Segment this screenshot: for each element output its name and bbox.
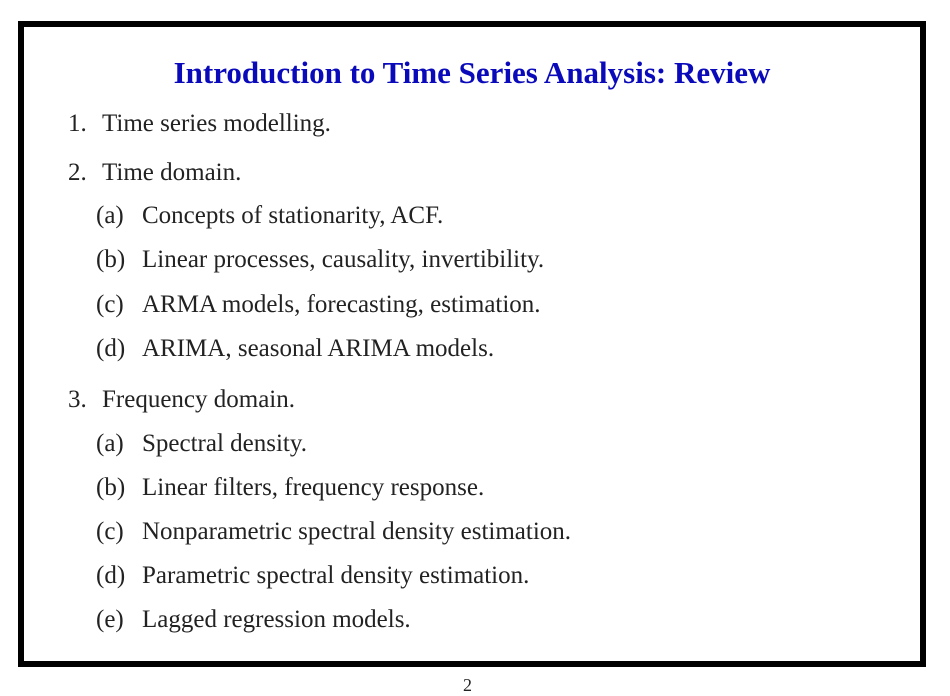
list-item-text: Time domain. bbox=[102, 159, 242, 186]
sub-item-text: Concepts of stationarity, ACF. bbox=[142, 202, 444, 229]
sub-item-text: ARIMA, seasonal ARIMA models. bbox=[142, 335, 495, 362]
sub-item-2d bbox=[96, 335, 494, 363]
sub-item-2a bbox=[96, 202, 443, 230]
slide-frame bbox=[18, 21, 926, 667]
sub-item-label: (d) bbox=[96, 335, 126, 362]
sub-item-label: (b) bbox=[96, 246, 126, 273]
list-item-1 bbox=[68, 110, 331, 138]
sub-item-3d bbox=[96, 562, 529, 590]
sub-item-text: Nonparametric spectral density estimation. bbox=[142, 518, 572, 545]
sub-item-3a bbox=[96, 430, 307, 458]
sub-item-label: (d) bbox=[96, 562, 126, 589]
sub-item-3c bbox=[96, 518, 571, 546]
sub-item-label: (a) bbox=[96, 202, 124, 229]
sub-item-text: Spectral density. bbox=[142, 430, 308, 457]
list-item-2 bbox=[68, 159, 241, 187]
list-item-number: 2. bbox=[68, 159, 87, 186]
list-item-text: Frequency domain. bbox=[102, 386, 296, 413]
sub-item-text: Linear filters, frequency response. bbox=[142, 474, 485, 501]
sub-item-label: (c) bbox=[96, 518, 124, 545]
sub-item-text: Parametric spectral density estimation. bbox=[142, 562, 530, 589]
sub-item-label: (b) bbox=[96, 474, 126, 501]
page-number: 2 bbox=[463, 675, 472, 695]
list-item-3 bbox=[68, 386, 295, 414]
sub-item-label: (c) bbox=[96, 291, 124, 318]
sub-item-2b bbox=[96, 246, 544, 274]
sub-item-text: Linear processes, causality, invertibility. bbox=[142, 246, 545, 273]
sub-item-text: ARMA models, forecasting, estimation. bbox=[142, 291, 541, 318]
sub-item-3e bbox=[96, 606, 411, 634]
list-item-number: 3. bbox=[68, 386, 87, 413]
list-item-text: Time series modelling. bbox=[102, 110, 331, 137]
list-item-number: 1. bbox=[68, 110, 87, 137]
sub-item-2c bbox=[96, 291, 541, 319]
slide-title: Introduction to Time Series Analysis: Review bbox=[173, 55, 771, 90]
sub-item-text: Lagged regression models. bbox=[142, 606, 411, 633]
sub-item-label: (e) bbox=[96, 606, 124, 633]
sub-item-3b bbox=[96, 474, 484, 502]
sub-item-label: (a) bbox=[96, 430, 124, 457]
